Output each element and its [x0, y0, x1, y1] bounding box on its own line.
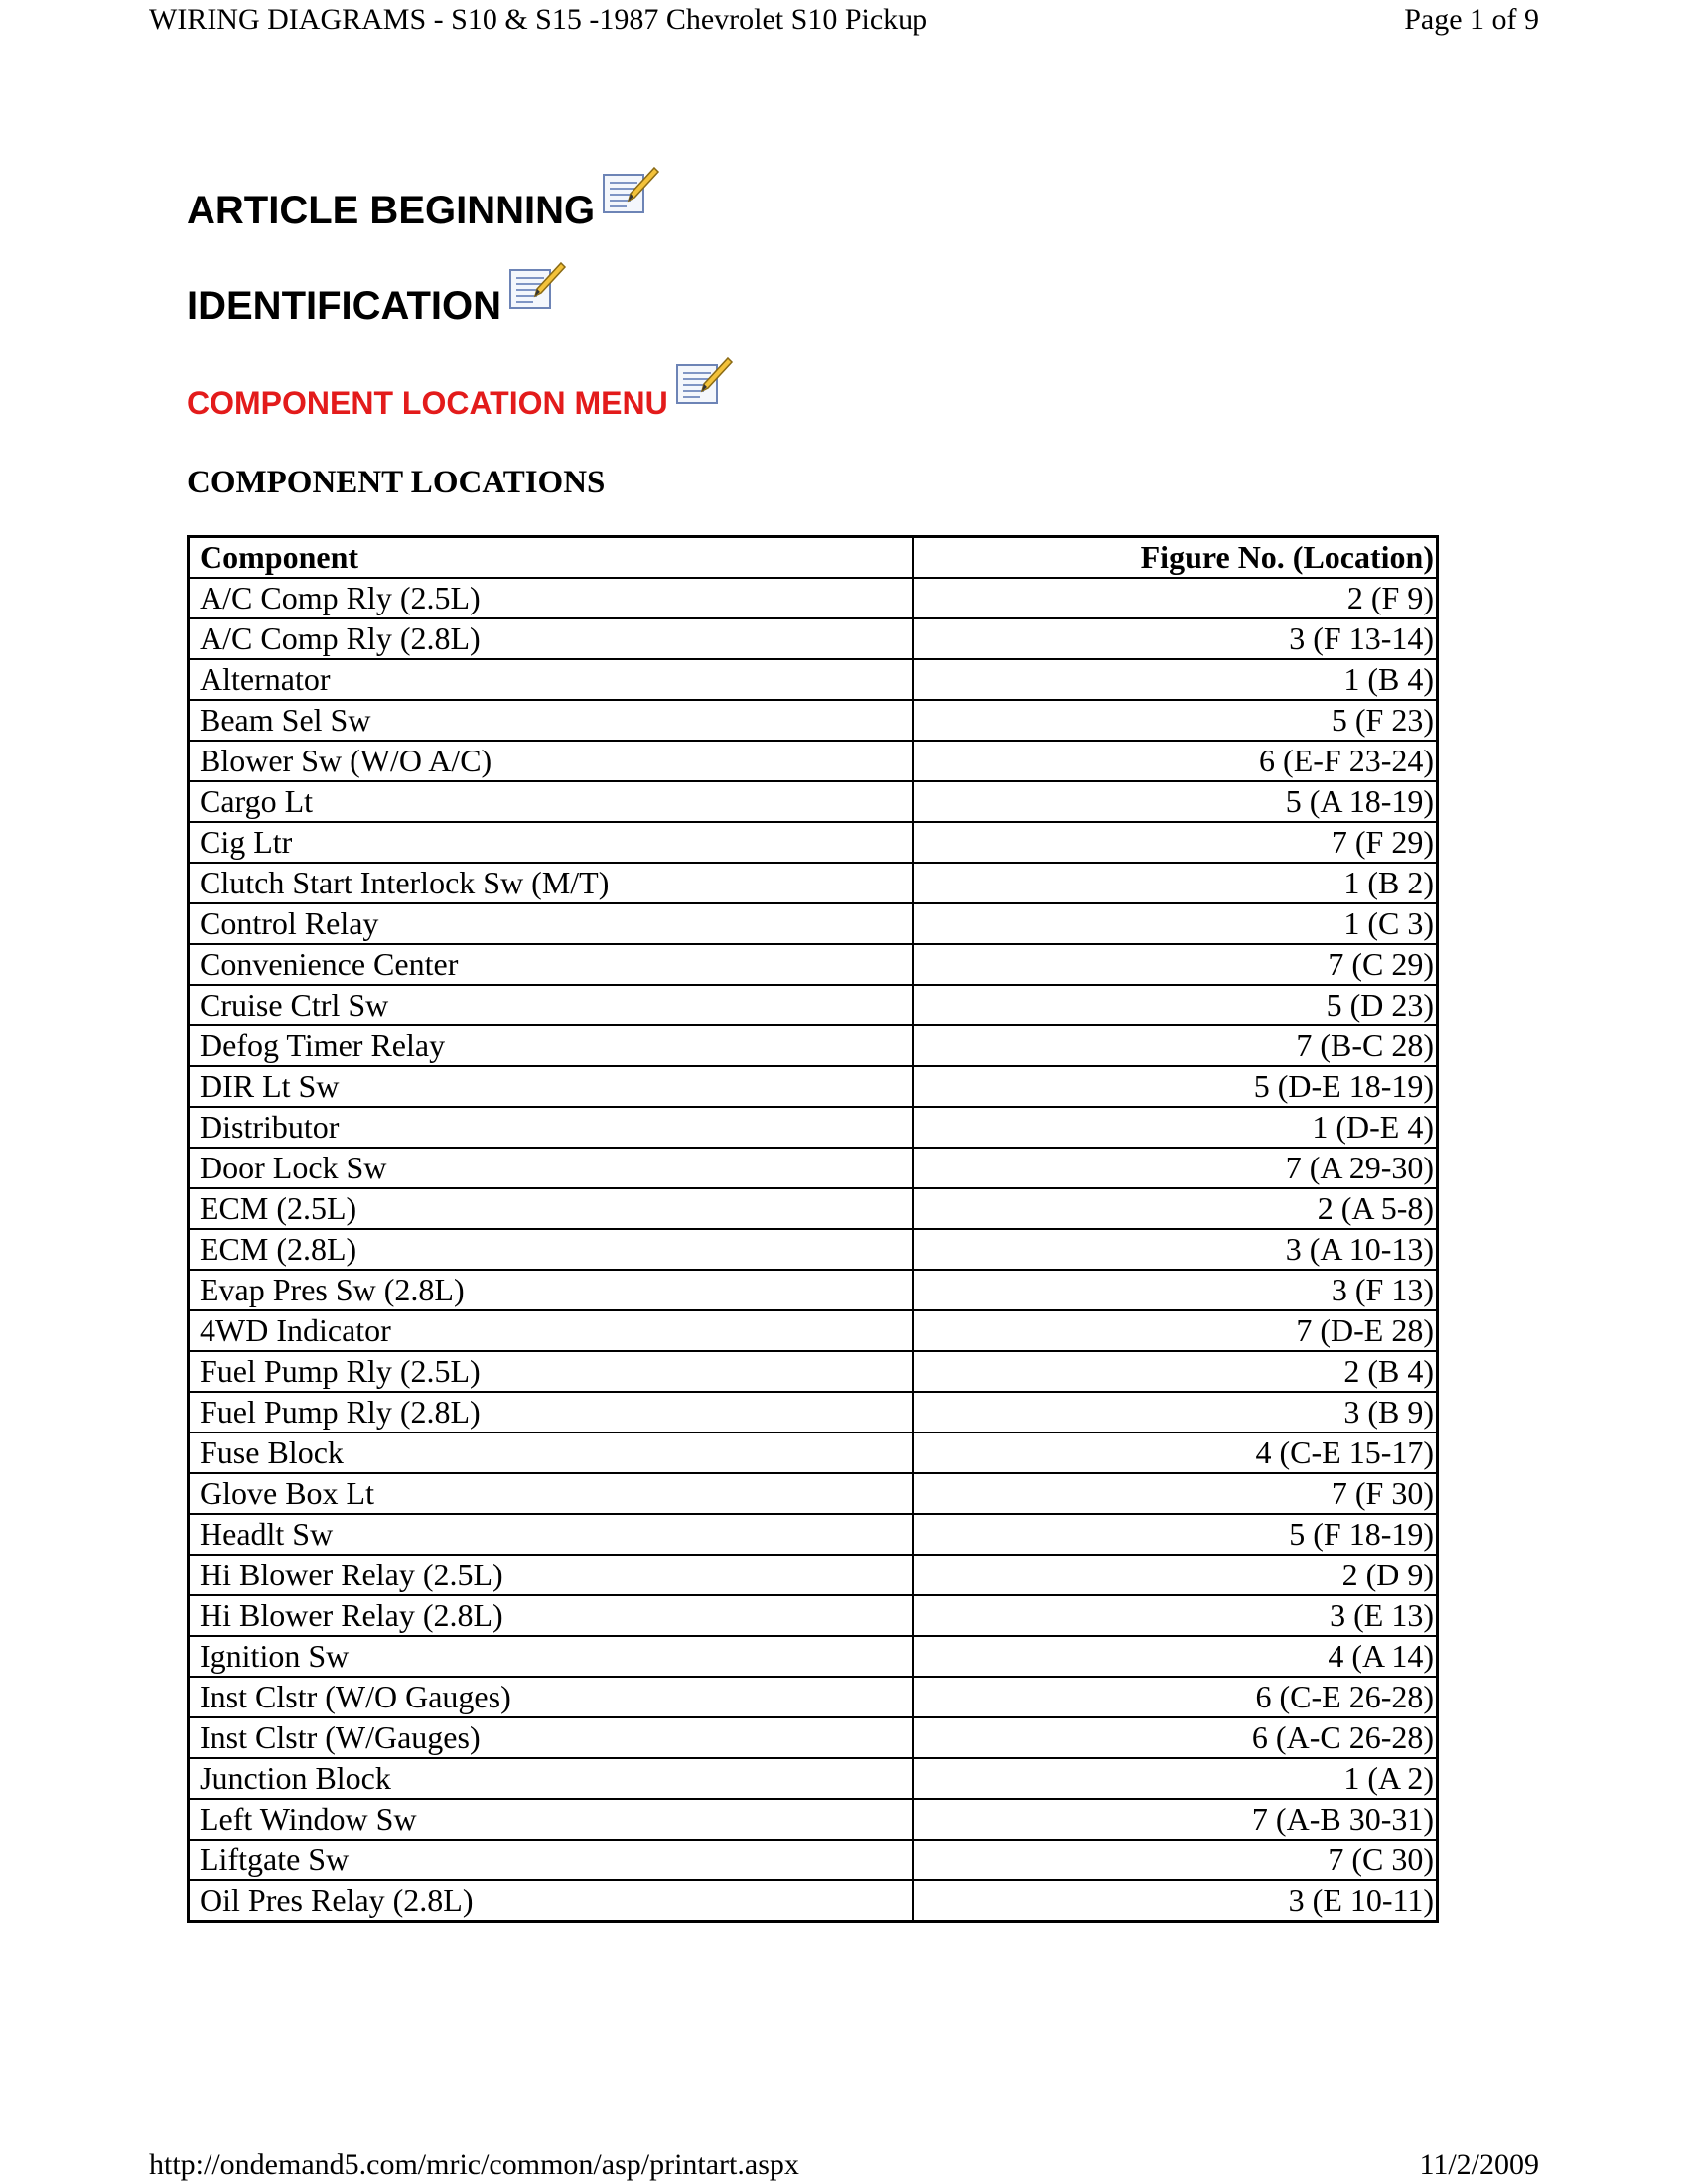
component-cell: Clutch Start Interlock Sw (M/T): [189, 863, 913, 903]
column-header-component: Component: [189, 537, 913, 579]
figure-location-cell: 7 (A-B 30-31): [913, 1799, 1438, 1840]
component-cell: Liftgate Sw: [189, 1840, 913, 1880]
footer-url: http://ondemand5.com/mric/common/asp/printart.aspx: [149, 2148, 799, 2181]
table-row: [189, 1514, 1438, 1555]
figure-location-cell: 6 (E-F 23-24): [913, 741, 1438, 781]
component-cell: Convenience Center: [189, 944, 913, 985]
component-cell: Cargo Lt: [189, 781, 913, 822]
table-row: [189, 1677, 1438, 1717]
component-cell: Evap Pres Sw (2.8L): [189, 1270, 913, 1310]
table-row: [189, 578, 1438, 618]
figure-location-cell: 2 (F 9): [913, 578, 1438, 618]
notepad-pencil-icon[interactable]: [601, 165, 660, 218]
article-beginning-heading[interactable]: [187, 181, 660, 240]
table-row: [189, 822, 1438, 863]
component-cell: Glove Box Lt: [189, 1473, 913, 1514]
component-cell: Cruise Ctrl Sw: [189, 985, 913, 1025]
component-cell: Alternator: [189, 659, 913, 700]
table-row: [189, 863, 1438, 903]
table-header-row: [189, 537, 1438, 579]
table-row: [189, 1107, 1438, 1148]
component-cell: Blower Sw (W/O A/C): [189, 741, 913, 781]
figure-location-cell: 3 (E 10-11): [913, 1880, 1438, 1922]
table-row: [189, 1840, 1438, 1880]
table-row: [189, 1270, 1438, 1310]
table-row: [189, 944, 1438, 985]
component-cell: Hi Blower Relay (2.8L): [189, 1595, 913, 1636]
table-row: [189, 1188, 1438, 1229]
table-row: [189, 1717, 1438, 1758]
component-cell: ECM (2.8L): [189, 1229, 913, 1270]
figure-location-cell: 2 (D 9): [913, 1555, 1438, 1595]
figure-location-cell: 4 (A 14): [913, 1636, 1438, 1677]
figure-location-cell: 7 (F 29): [913, 822, 1438, 863]
notepad-pencil-icon[interactable]: [674, 355, 734, 409]
article-beginning-label: ARTICLE BEGINNING: [187, 189, 596, 232]
component-cell: Defog Timer Relay: [189, 1025, 913, 1066]
component-cell: A/C Comp Rly (2.5L): [189, 578, 913, 618]
figure-location-cell: 3 (B 9): [913, 1392, 1438, 1433]
figure-location-cell: 2 (A 5-8): [913, 1188, 1438, 1229]
figure-location-cell: 1 (C 3): [913, 903, 1438, 944]
table-row: [189, 1799, 1438, 1840]
table-row: [189, 1351, 1438, 1392]
table-row: [189, 1880, 1438, 1922]
component-location-menu-label: COMPONENT LOCATION MENU: [187, 385, 668, 421]
figure-location-cell: 1 (D-E 4): [913, 1107, 1438, 1148]
component-cell: Headlt Sw: [189, 1514, 913, 1555]
table-row: [189, 1066, 1438, 1107]
component-cell: Fuse Block: [189, 1433, 913, 1473]
component-cell: Inst Clstr (W/O Gauges): [189, 1677, 913, 1717]
figure-location-cell: 5 (D 23): [913, 985, 1438, 1025]
table-row: [189, 1229, 1438, 1270]
table-body: [189, 578, 1438, 1922]
component-cell: A/C Comp Rly (2.8L): [189, 618, 913, 659]
table-row: [189, 781, 1438, 822]
figure-location-cell: 7 (D-E 28): [913, 1310, 1438, 1351]
figure-location-cell: 7 (C 30): [913, 1840, 1438, 1880]
component-cell: Beam Sel Sw: [189, 700, 913, 741]
footer-date: 11/2/2009: [1419, 2148, 1539, 2181]
component-cell: Door Lock Sw: [189, 1148, 913, 1188]
table-row: [189, 1636, 1438, 1677]
table-row: [189, 700, 1438, 741]
component-location-menu-heading[interactable]: [187, 375, 734, 431]
component-cell: Fuel Pump Rly (2.8L): [189, 1392, 913, 1433]
figure-location-cell: 1 (B 2): [913, 863, 1438, 903]
component-cell: Cig Ltr: [189, 822, 913, 863]
document-header-title: WIRING DIAGRAMS - S10 & S15 -1987 Chevrolet S10 Pickup: [149, 3, 928, 36]
table-row: [189, 985, 1438, 1025]
component-locations-table: [187, 535, 1439, 1923]
table-row: [189, 1148, 1438, 1188]
table-row: [189, 903, 1438, 944]
table-row: [189, 1310, 1438, 1351]
component-cell: Ignition Sw: [189, 1636, 913, 1677]
figure-location-cell: 3 (F 13-14): [913, 618, 1438, 659]
table-row: [189, 1555, 1438, 1595]
identification-heading[interactable]: [187, 276, 567, 336]
component-cell: Inst Clstr (W/Gauges): [189, 1717, 913, 1758]
table-row: [189, 1473, 1438, 1514]
figure-location-cell: 5 (A 18-19): [913, 781, 1438, 822]
figure-location-cell: 6 (C-E 26-28): [913, 1677, 1438, 1717]
table-row: [189, 1433, 1438, 1473]
notepad-pencil-icon[interactable]: [507, 260, 567, 314]
figure-location-cell: 7 (C 29): [913, 944, 1438, 985]
column-header-figure-location: Figure No. (Location): [913, 537, 1438, 579]
component-cell: 4WD Indicator: [189, 1310, 913, 1351]
figure-location-cell: 5 (D-E 18-19): [913, 1066, 1438, 1107]
figure-location-cell: 7 (A 29-30): [913, 1148, 1438, 1188]
figure-location-cell: 5 (F 18-19): [913, 1514, 1438, 1555]
component-locations-title: COMPONENT LOCATIONS: [187, 465, 606, 500]
figure-location-cell: 3 (A 10-13): [913, 1229, 1438, 1270]
figure-location-cell: 4 (C-E 15-17): [913, 1433, 1438, 1473]
figure-location-cell: 7 (F 30): [913, 1473, 1438, 1514]
figure-location-cell: 7 (B-C 28): [913, 1025, 1438, 1066]
table-row: [189, 1025, 1438, 1066]
component-cell: Hi Blower Relay (2.5L): [189, 1555, 913, 1595]
component-cell: Junction Block: [189, 1758, 913, 1799]
table-row: [189, 618, 1438, 659]
figure-location-cell: 3 (F 13): [913, 1270, 1438, 1310]
table-row: [189, 1392, 1438, 1433]
figure-location-cell: 1 (B 4): [913, 659, 1438, 700]
table-row: [189, 741, 1438, 781]
page-number: Page 1 of 9: [1404, 3, 1539, 36]
figure-location-cell: 6 (A-C 26-28): [913, 1717, 1438, 1758]
figure-location-cell: 1 (A 2): [913, 1758, 1438, 1799]
table-row: [189, 1758, 1438, 1799]
table-row: [189, 659, 1438, 700]
component-cell: Oil Pres Relay (2.8L): [189, 1880, 913, 1922]
identification-label: IDENTIFICATION: [187, 284, 502, 328]
component-cell: Fuel Pump Rly (2.5L): [189, 1351, 913, 1392]
component-cell: Distributor: [189, 1107, 913, 1148]
component-cell: Left Window Sw: [189, 1799, 913, 1840]
figure-location-cell: 5 (F 23): [913, 700, 1438, 741]
component-cell: DIR Lt Sw: [189, 1066, 913, 1107]
figure-location-cell: 2 (B 4): [913, 1351, 1438, 1392]
component-cell: ECM (2.5L): [189, 1188, 913, 1229]
component-cell: Control Relay: [189, 903, 913, 944]
figure-location-cell: 3 (E 13): [913, 1595, 1438, 1636]
table-row: [189, 1595, 1438, 1636]
